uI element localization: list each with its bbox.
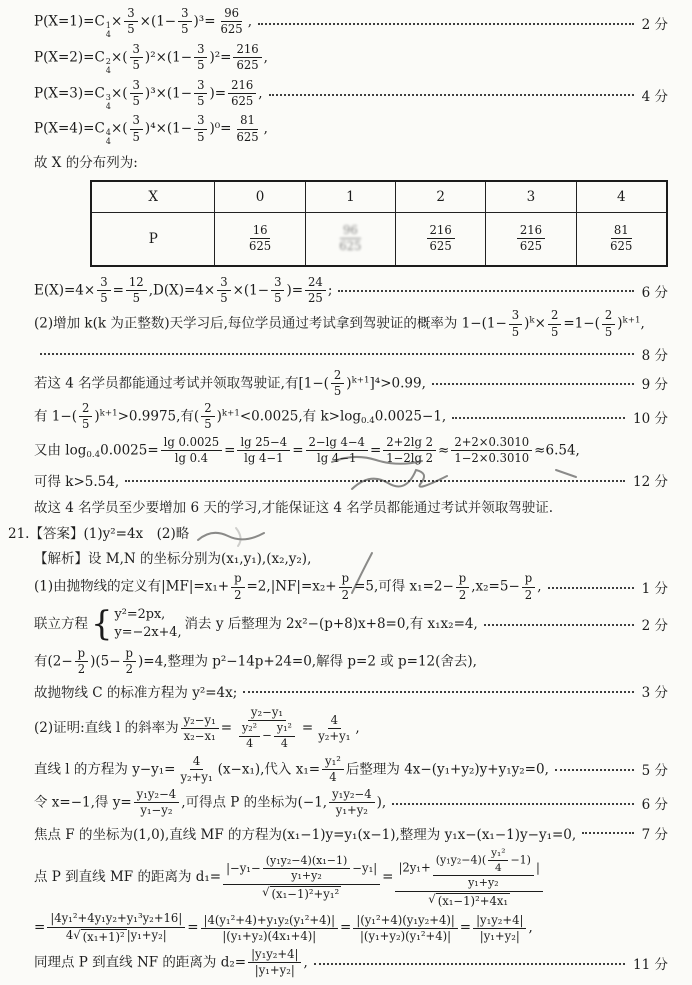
table-cell: 1 — [305, 181, 395, 213]
solution-line — [34, 572, 668, 602]
formula-text: 21.【答案】(1)y²=4x (2)略 — [8, 525, 190, 542]
formula-text: 联立方程 { y²=2px, y=−2x+4, 消去 y 后整理为 2x²−(p+8)x+8=0,有 x₁x₂=4, — [34, 604, 478, 643]
formula-text: 令 x=−1,得 y= $\frac{\text{y₁y₂−4}}{\text{y₁−y₂}}$ ,可得点 P 的坐标为(−1, $\frac{\text{y₁y₂−4}}{\text{y₁+y₂}}$ ), — [34, 787, 387, 818]
formula-text: = |4y₁²+4y₁y₂+y₁³y₂+16| 4 √ (x₁+1)² |y₁+y₂| = $\frac{\text{|4(y₁²+4)+y₁y₂(y₁²+4)|}}{\text{|(y₁+y₂)(4x₁+4)|}}$ = $\frac{\text{|(y₁²+4)(y₁y₂+4)|}}{\text{|(y₁+y₂)(y₁²+4)|}}$ = $\frac{\text{|y₁y₂+4|}}{\text{|y₁+y₂|}}$ , — [34, 911, 533, 944]
formula-text: P(X=3)=C 3 4 ×( $\frac{3}{5}$ )³×(1− $\frac{3}{5}$ )= $\frac{216}{625}$ , — [34, 77, 263, 111]
solution-line — [34, 495, 668, 517]
table-cell: 0 — [215, 181, 305, 213]
formula-text: 【解析】设 M,N 的坐标分别为(x₁,y₁),(x₂,y₂), — [34, 551, 312, 568]
formula-text: 点 P 到直线 MF 的距离为 d₁= |−y₁− $\frac{\text{(y₁y₂−4)(x₁−1)}}{\text{y₁+y₂}}$ −y₁| √ (x₁−1)²+y₁² = |2y₁+ (y₁y₂−4)( $\frac{\text{y₁²}}{4}$ −1) y₁+y₂ | √ (x₁−1)²+4x₁ — [34, 847, 545, 908]
table-cell: $\frac{96}{625}$ — [305, 212, 395, 266]
solution-line — [34, 706, 668, 751]
formula-text: P(X=2)=C 2 4 ×( $\frac{3}{5}$ )²×(1− $\frac{3}{5}$ )²= $\frac{216}{625}$ , — [34, 41, 268, 75]
formula-text: 故这 4 名学员至少要增加 6 天的学习,才能保证这 4 名学员都能通过考试并领取驾驶证. — [34, 499, 554, 516]
solution-line — [34, 847, 668, 908]
solution-line — [34, 43, 668, 75]
table-row-x — [91, 181, 667, 213]
dotted-leader — [125, 472, 625, 481]
table-cell: $\frac{216}{625}$ — [396, 212, 486, 266]
solution-line — [34, 912, 668, 944]
formula-text: 同理点 P 到直线 NF 的距离为 d₂= $\frac{\text{|y₁y₂+4|}}{\text{|y₁+y₂|}}$ , — [34, 947, 308, 978]
formula-text: 有 1−( $\frac{2}{5}$ )$^{k+1}$>0.9975,有( $\frac{2}{5}$ )$^{k+1}$<0.0025,有 $k>\log_{0.4}0.0025-1$, — [34, 401, 447, 432]
dotted-leader — [432, 376, 634, 385]
score-label: 9 分 — [641, 377, 668, 394]
score-label: 6 分 — [641, 796, 668, 813]
table-cell: 3 — [486, 181, 576, 213]
score-label: 2 分 — [641, 16, 668, 33]
dotted-leader — [243, 684, 633, 693]
formula-text: 焦点 F 的坐标为(1,0),直线 MF 的方程为(x₁−1)y=y₁(x−1),整理为 y₁x−(x₁−1)y−y₁=0, — [34, 826, 577, 843]
score-label: 10 分 — [633, 410, 668, 427]
dotted-leader — [258, 15, 634, 24]
score-label: 2 分 — [641, 618, 668, 635]
score-label: 11 分 — [633, 956, 668, 973]
formula-text: 故抛物线 C 的标准方程为 y²=4x; — [34, 685, 238, 702]
score-label: 3 分 — [641, 685, 668, 702]
score-label: 8 分 — [641, 347, 668, 364]
dotted-leader — [484, 617, 634, 626]
table-cell: $\frac{216}{625}$ — [486, 212, 576, 266]
dotted-leader — [269, 87, 634, 96]
formula-text: 若这 4 名学员都能通过考试并领取驾驶证,有[1−( $\frac{2}{5}$ )$^{k+1}$]⁴>0.99, — [34, 367, 426, 398]
solution-line — [34, 114, 668, 146]
score-label: 1 分 — [641, 581, 668, 598]
table-cell: 2 — [396, 181, 486, 213]
solution-line — [34, 755, 668, 785]
solution-line — [8, 521, 668, 543]
table-cell: 4 — [576, 181, 667, 213]
solution-line — [34, 79, 668, 111]
dotted-leader — [314, 955, 625, 964]
solution-line — [34, 7, 668, 39]
dotted-leader — [338, 283, 633, 292]
solution-line — [34, 546, 668, 568]
formula-text: 又由 $\log_{0.4}0.0025=$ $\frac{\lg 0.0025}{\lg 0.4}$ = $\frac{\lg 25-4}{\lg 4-1}$ = $\frac{2-\lg 4-4}{\lg 4-1}$ = $\frac{2+2\lg 2}{1-2\lg 2}$ ≈ $\frac{2+2\times 0.3010}{1-2\times 0.3010}$ ≈6.54, — [34, 434, 580, 465]
dotted-leader — [452, 409, 625, 418]
formula-text: 有(2− $\frac{p}{2}$ )(5− $\frac{p}{2}$ )=4,整理为 p²−14p+24=0,解得 p=2 或 p=12(舍去), — [34, 645, 477, 677]
table-cell: P — [91, 212, 215, 266]
solution-lines — [8, 6, 668, 979]
solution-line — [34, 680, 668, 702]
formula-text: 直线 l 的方程为 y−y₁= $\frac{4}{\text{y₂+y₁}}$ (x−x₁),代入 x₁= $\frac{\text{y₁²}}{4}$ 后整理为 4x−(y₁+y₂)y+y₁y₂=0, — [34, 753, 549, 784]
table-cell: X — [91, 181, 215, 213]
formula-text: (1)由抛物线的定义有|MF|=x₁+ $\frac{p}{2}$ =2,|NF|=x₂+ $\frac{p}{2}$ =5,可得 x₁=2− $\frac{p}{2}$ ,x₂=5− $\frac{p}{2}$ , — [34, 571, 542, 602]
dotted-leader — [392, 795, 633, 804]
solution-line — [34, 788, 668, 818]
solution-line — [34, 309, 668, 339]
formula-text: 故 X 的分布列为: — [34, 155, 138, 172]
score-label: 7 分 — [641, 826, 668, 843]
table-cell: $\frac{81}{625}$ — [576, 212, 667, 266]
dotted-leader — [582, 825, 633, 834]
formula-text: P(X=4)=C 4 4 ×( $\frac{3}{5}$ )⁴×(1− $\frac{3}{5}$ )⁰= $\frac{81}{625}$ , — [34, 113, 268, 147]
table-cell: $\frac{16}{625}$ — [215, 212, 305, 266]
solution-line — [34, 948, 668, 978]
score-label: 5 分 — [641, 763, 668, 780]
solution-line — [34, 343, 668, 365]
solution-line — [34, 369, 668, 399]
formula-text: (2)增加 k(k 为正整数)天学习后,每位学员通过考试拿到驾驶证的概率为 1−(1− $\frac{3}{5}$ )$^k$× $\frac{2}{5}$ =1−( $\frac{2}{5}$ )$^{k+1}$, — [34, 308, 645, 339]
formula-text: E(X)=4× $\frac{3}{5}$ = $\frac{12}{5}$ ,D(X)=4× $\frac{3}{5}$ ×(1− $\frac{3}{5}$ )= $\frac{24}{25}$ ; — [34, 274, 333, 306]
solution-line — [34, 606, 668, 643]
dotted-leader — [548, 579, 634, 588]
score-label: 6 分 — [641, 284, 668, 301]
dotted-leader — [40, 346, 634, 355]
table-row-p — [91, 212, 667, 266]
formula-text: P(X=1)=C 1 4 × $\frac{3}{5}$ ×(1− $\frac{3}{5}$ )³= $\frac{96}{625}$ , — [34, 6, 252, 40]
score-label: 4 分 — [641, 88, 668, 105]
solution-line — [34, 402, 668, 432]
solution-line — [34, 647, 668, 677]
solution-line — [34, 469, 668, 491]
formula-text: (2)证明:直线 l 的斜率为 $\frac{\text{y₂−y₁}}{\text{x₂−x₁}}$ = y₂−y₁ $\frac{\text{y₂²}}{4}$ − $\frac{\text{y₁²}}{4}$ = $\frac{4}{\text{y₂+y₁}}$ , — [34, 705, 360, 751]
score-label: 12 分 — [633, 474, 668, 490]
solution-line — [34, 822, 668, 844]
distribution-table — [90, 180, 668, 267]
solution-line — [34, 150, 668, 172]
formula-text: 可得 k>5.54, — [34, 474, 120, 490]
solution-line — [34, 276, 668, 306]
solution-line — [34, 436, 668, 466]
dotted-leader — [555, 762, 634, 771]
